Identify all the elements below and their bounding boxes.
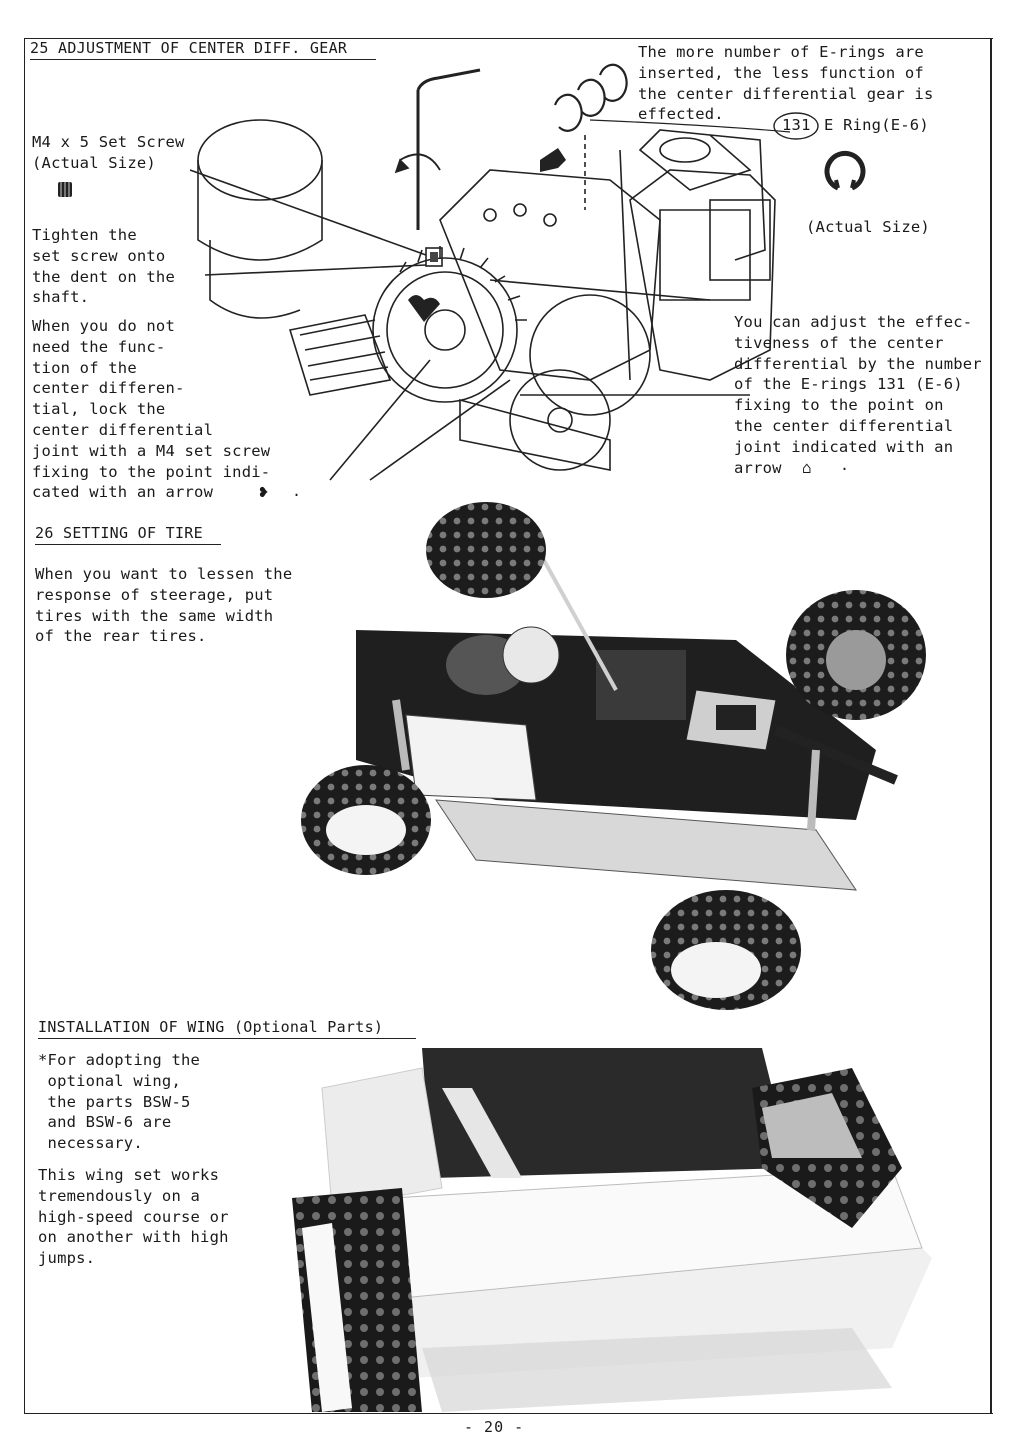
section-25-heading: 25 ADJUSTMENT OF CENTER DIFF. GEAR xyxy=(30,39,376,60)
period-mark-2: . xyxy=(840,456,850,474)
house-arrow-icon: ⌂ xyxy=(802,458,812,477)
part-number: 131 xyxy=(782,116,811,134)
page-number: - 20 - xyxy=(464,1418,525,1436)
part-name: E Ring(E-6) xyxy=(824,116,929,134)
tighten-set-screw-text: Tighten the set screw onto the dent on the shaft. xyxy=(32,226,175,307)
set-screw-icon xyxy=(58,182,72,197)
setting-tire-text: When you want to lessen the response of steerage, put tires with the same width of the rear tires. xyxy=(35,565,293,646)
wing-parts-note: *For adopting the optional wing, the parts BSW-5 and BSW-6 are necessary. xyxy=(38,1051,201,1153)
wing-description: This wing set works tremendously on a high-speed course or on another with high jumps. xyxy=(38,1166,229,1268)
buggy-chassis-photo xyxy=(296,500,936,1010)
wing-installation-photo xyxy=(292,1048,990,1412)
e-rings-note: The more number of E-rings are inserted, the less function of the center differential gear is effected. xyxy=(638,43,934,124)
set-screw-label: M4 x 5 Set Screw (Actual Size) xyxy=(32,133,185,172)
adjust-effectiveness-text: You can adjust the effec- tiveness of the center differential by the number of the E-rings 131 (E-6) fixing to the point on the center differential joint indicated with an arrow xyxy=(734,313,982,477)
wing-heading: INSTALLATION OF WING (Optional Parts) xyxy=(38,1018,416,1039)
section-26-heading: 26 SETTING OF TIRE xyxy=(35,524,221,545)
period-mark: . xyxy=(292,482,302,500)
page-right-rule xyxy=(990,38,992,1414)
e-ring-actual-size-icon xyxy=(820,148,870,198)
lock-diff-text: When you do not need the func- tion of the center differen- tial, lock the center differential joint with a M4 set screw fixing to the point indi- cated with an arrow xyxy=(32,317,271,502)
heart-arrow-icon: ❥ xyxy=(259,482,269,501)
actual-size-label: (Actual Size) xyxy=(806,218,930,236)
